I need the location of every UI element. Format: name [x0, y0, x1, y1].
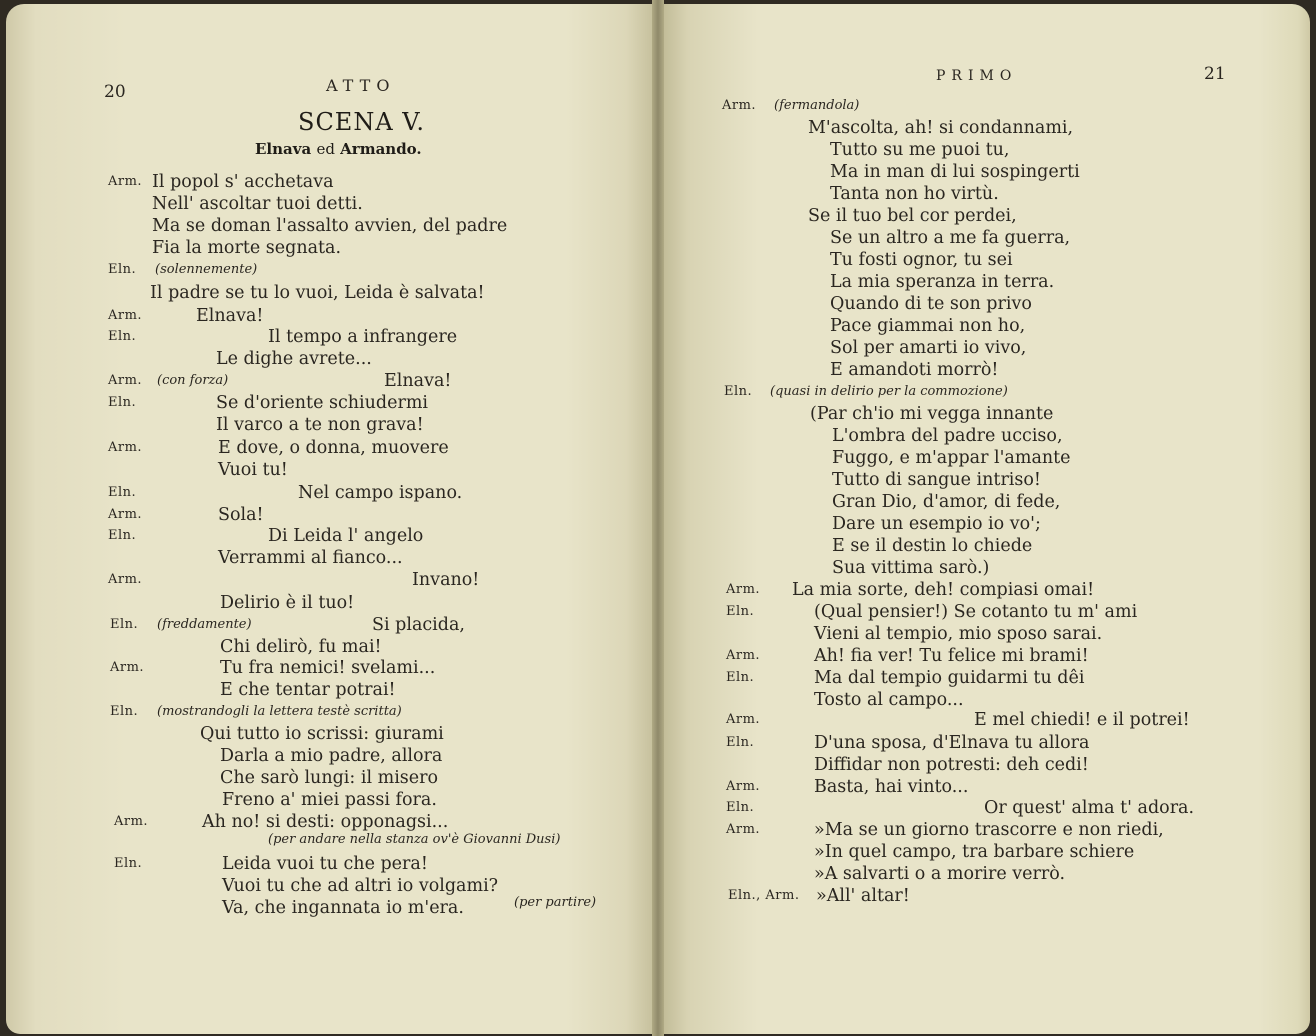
right-running-head: PRIMO — [936, 68, 1018, 84]
verse-line: Leida vuoi tu che pera! — [222, 854, 428, 874]
speaker-label: Arm. — [108, 507, 143, 522]
book-spine — [652, 0, 664, 1036]
speaker-label: Arm. — [726, 582, 761, 597]
speaker-label: Arm. — [108, 308, 143, 323]
verse-line: Ma se doman l'assalto avvien, del padre — [152, 216, 508, 236]
verse-line: Tutto di sangue intriso! — [832, 470, 1041, 490]
speaker-label: Eln. — [114, 856, 143, 871]
verse-line: Qui tutto io scrissi: giurami — [200, 724, 444, 744]
speaker-label: Arm. — [108, 174, 143, 189]
verse-line: Nel campo ispano. — [298, 483, 463, 503]
speaker-label: Arm. — [726, 712, 761, 727]
speaker-label: Eln. — [110, 617, 139, 632]
verse-line: Elnava! — [384, 371, 452, 391]
verse-line: M'ascolta, ah! si condannami, — [808, 118, 1074, 138]
verse-line: D'una sposa, d'Elnava tu allora — [814, 733, 1090, 753]
verse-line: Sua vittima sarò.) — [832, 558, 990, 578]
verse-line: Tanta non ho virtù. — [830, 184, 999, 204]
speaker-label: Arm. — [108, 440, 143, 455]
character-elnava: Elnava — [255, 140, 312, 158]
stage-direction: (solennemente) — [155, 262, 258, 277]
stage-direction: (fermandola) — [774, 98, 860, 113]
verse-line: Il popol s' acchetava — [152, 172, 334, 192]
verse-line: Se il tuo bel cor perdei, — [808, 206, 1017, 226]
verse-line: Si placida, — [372, 615, 465, 635]
verse-line: Il tempo a infrangere — [268, 327, 458, 347]
verse-line: Invano! — [412, 570, 480, 590]
verse-line: Fuggo, e m'appar l'amante — [832, 448, 1071, 468]
verse-line: E dove, o donna, muovere — [218, 438, 449, 458]
verse-line: Delirio è il tuo! — [220, 593, 355, 613]
verse-line: Basta, hai vinto... — [814, 777, 969, 797]
speaker-label: Eln. — [110, 704, 139, 719]
verse-line: Ah no! si desti: opponagsi... — [202, 812, 449, 832]
verse-line: Sola! — [218, 505, 264, 525]
left-page-number: 20 — [104, 82, 126, 102]
scene-characters — [255, 140, 422, 158]
speaker-label: Eln. — [726, 604, 755, 619]
verse-line: (Par ch'io mi vegga innante — [810, 404, 1054, 424]
character-armando: Armando. — [340, 140, 422, 158]
verse-line: Verrammi al fianco... — [218, 548, 403, 568]
verse-line: »A salvarti o a morire verrò. — [814, 864, 1066, 884]
speaker-label: Eln. — [108, 528, 137, 543]
verse-line: »In quel campo, tra barbare schiere — [814, 842, 1135, 862]
verse-line: Ma dal tempio guidarmi tu dêi — [814, 668, 1085, 688]
speaker-label: Arm. — [726, 648, 761, 663]
speaker-label: Arm. — [108, 572, 143, 587]
verse-line: Ma in man di lui sospingerti — [830, 162, 1080, 182]
verse-line: Vuoi tu che ad altri io volgami? — [222, 876, 499, 896]
verse-line: L'ombra del padre ucciso, — [832, 426, 1063, 446]
speaker-label: Arm. — [726, 779, 761, 794]
verse-line: Dare un esempio io vo'; — [832, 514, 1041, 534]
speaker-label: Eln. — [724, 384, 753, 399]
verse-line: Vuoi tu! — [218, 460, 288, 480]
scene-title: SCENA V. — [298, 108, 426, 136]
stage-direction-per-partire: (per partire) — [514, 895, 597, 910]
verse-line: Ah! fia ver! Tu felice mi brami! — [814, 646, 1089, 666]
speaker-label: Eln., Arm. — [728, 888, 800, 903]
verse-line: Chi delirò, fu mai! — [220, 637, 382, 657]
verse-line: Di Leida l' angelo — [268, 526, 424, 546]
right-page-number: 21 — [1204, 64, 1226, 84]
speaker-label: Arm. — [726, 822, 761, 837]
speaker-label: Eln. — [108, 262, 137, 277]
verse-line: Quando di te son privo — [830, 294, 1032, 314]
verse-line: Il padre se tu lo vuoi, Leida è salvata! — [150, 283, 485, 303]
speaker-label: Eln. — [726, 735, 755, 750]
verse-line: La mia speranza in terra. — [830, 272, 1055, 292]
speaker-label: Eln. — [726, 670, 755, 685]
verse-line: Darla a mio padre, allora — [220, 746, 443, 766]
verse-line: La mia sorte, deh! compiasi omai! — [792, 580, 1095, 600]
verse-line: Tutto su me puoi tu, — [830, 140, 1010, 160]
verse-line: Le dighe avrete... — [216, 349, 372, 369]
speaker-label: Eln. — [108, 485, 137, 500]
verse-line: Gran Dio, d'amor, di fede, — [832, 492, 1061, 512]
verse-line: Se un altro a me fa guerra, — [830, 228, 1071, 248]
left-running-head: ATTO — [326, 76, 396, 95]
verse-line: E se il destin lo chiede — [832, 536, 1033, 556]
verse-line: E che tentar potrai! — [220, 680, 396, 700]
verse-line: Or quest' alma t' adora. — [984, 798, 1195, 818]
verse-line: Che sarò lungi: il misero — [220, 768, 439, 788]
stage-direction: (per andare nella stanza ov'è Giovanni Dusi) — [268, 832, 561, 847]
character-conjunction: ed — [316, 140, 335, 158]
stage-direction: (con forza) — [157, 373, 229, 388]
verse-line: »Ma se un giorno trascorre e non riedi, — [814, 820, 1164, 840]
verse-line: Vieni al tempio, mio sposo sarai. — [814, 624, 1103, 644]
verse-line: Fia la morte segnata. — [152, 238, 342, 258]
verse-line: Freno a' miei passi fora. — [222, 790, 437, 810]
stage-direction: (quasi in delirio per la commozione) — [770, 384, 1008, 399]
verse-line: Il varco a te non grava! — [216, 415, 424, 435]
verse-line: Diffidar non potresti: deh cedi! — [814, 755, 1089, 775]
verse-line: Va, che ingannata io m'era. — [222, 898, 464, 918]
verse-line: Tosto al campo... — [814, 690, 964, 710]
verse-line: Tu fosti ognor, tu sei — [830, 250, 1013, 270]
verse-line: E amandoti morrò! — [830, 360, 999, 380]
verse-line: (Qual pensier!) Se cotanto tu m' ami — [814, 602, 1138, 622]
speaker-label: Eln. — [108, 395, 137, 410]
stage-direction: (freddamente) — [157, 617, 252, 632]
verse-line: Nell' ascoltar tuoi detti. — [152, 194, 363, 214]
verse-line: Pace giammai non ho, — [830, 316, 1026, 336]
verse-line: »All' altar! — [816, 886, 910, 906]
verse-line: Elnava! — [196, 306, 264, 326]
speaker-label: Arm. — [110, 660, 145, 675]
verse-line: Se d'oriente schiudermi — [216, 393, 429, 413]
speaker-label: Eln. — [726, 800, 755, 815]
verse-line: E mel chiedi! e il potrei! — [974, 710, 1190, 730]
speaker-label: Arm. — [722, 98, 757, 113]
speaker-label: Arm. — [114, 814, 149, 829]
verse-line: Sol per amarti io vivo, — [830, 338, 1027, 358]
verse-line: Tu fra nemici! svelami... — [220, 658, 436, 678]
stage-direction: (mostrandogli la lettera testè scritta) — [157, 704, 402, 719]
speaker-label: Arm. — [108, 373, 143, 388]
speaker-label: Eln. — [108, 329, 137, 344]
